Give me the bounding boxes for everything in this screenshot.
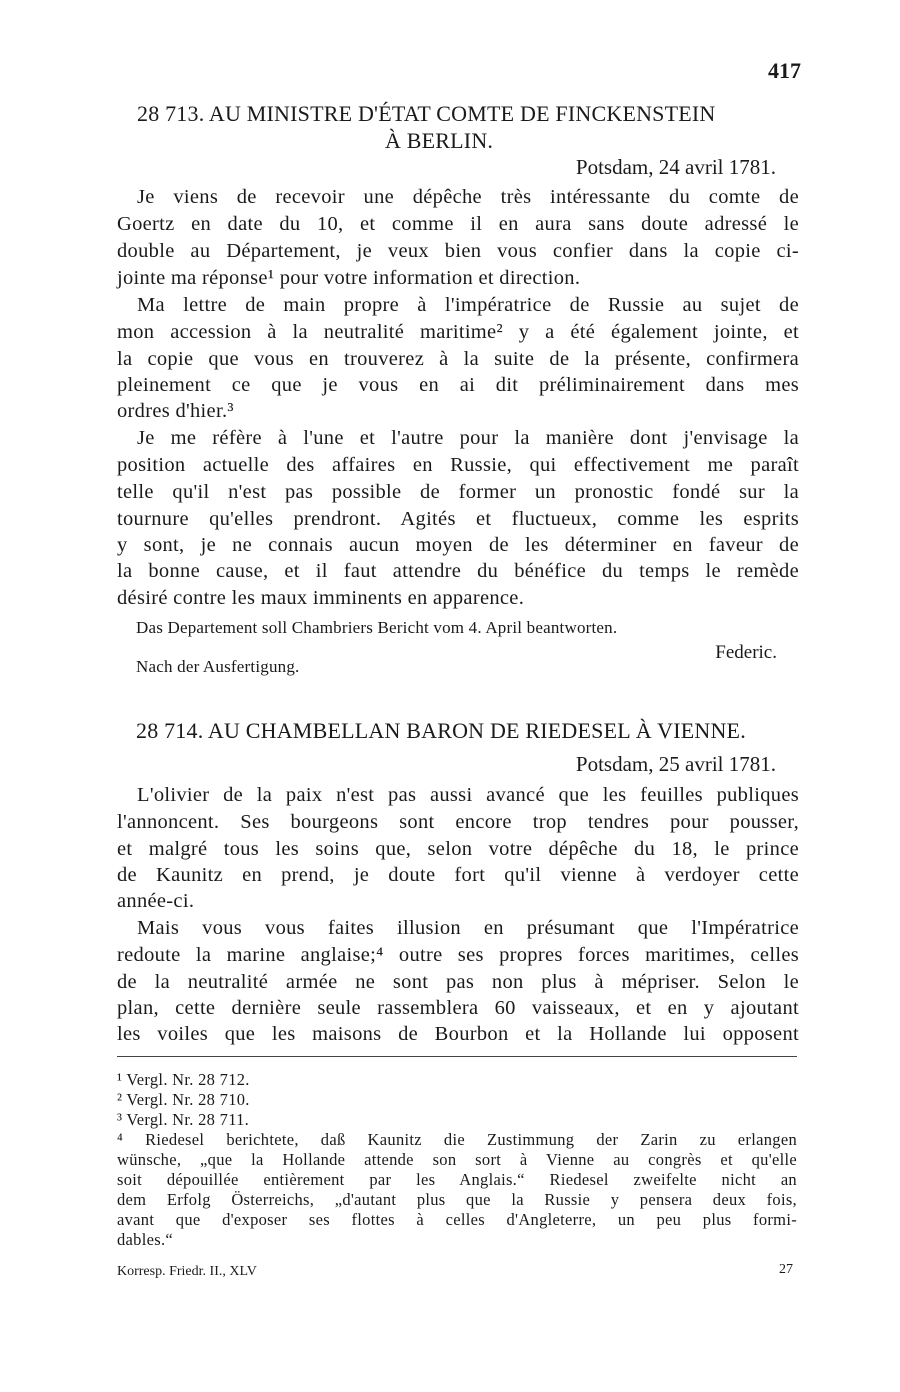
letter2-line: redoute la marine anglaise;⁴ outre ses propres forces maritimes, celles	[117, 944, 799, 966]
letter1-line: la bonne cause, et il faut attendre du bénéfice du temps le remède	[117, 560, 799, 582]
letter1-line: Goertz en date du 10, et comme il en aura sans doute adressé le	[117, 213, 799, 235]
footnote-4-line: soit dépouillée entièrement par les Anglais.“ Riedesel zweifelte nicht an	[117, 1170, 797, 1189]
letter1-line: Ma lettre de main propre à l'impératrice de Russie au sujet de	[137, 294, 799, 316]
letter2-place-date: Potsdam, 25 avril 1781.	[575, 752, 776, 776]
footnote-4-line: dables.“	[117, 1230, 174, 1249]
footnote-4-line: wünsche, „que la Hollande attende son sort à Vienne au congrès et qu'elle	[117, 1150, 797, 1169]
letter1-line: position actuelle des affaires en Russie, qui effectivement me paraît	[117, 454, 799, 476]
footnote-4-line: ⁴ Riedesel berichtete, daß Kaunitz die Zustimmung der Zarin zu erlangen	[117, 1130, 797, 1149]
letter1-source: Nach der Ausfertigung.	[136, 657, 300, 676]
letter2-line: l'annoncent. Ses bourgeons sont encore trop tendres pour pousser,	[117, 811, 799, 833]
letter1-line: Je me réfère à l'une et l'autre pour la manière dont j'envisage la	[137, 427, 799, 449]
footnote-4-line: avant que d'exposer ses flottes à celles d'Angleterre, un peu plus formi-	[117, 1210, 797, 1229]
letter1-line: jointe ma réponse¹ pour votre information et direction.	[117, 267, 581, 289]
letter1-signature: Federic.	[715, 642, 777, 663]
footnote-3: ³ Vergl. Nr. 28 711.	[117, 1110, 250, 1129]
letter1-line: tournure qu'elles prendront. Agités et fluctueux, comme les esprits	[117, 508, 799, 530]
footnote-1: ¹ Vergl. Nr. 28 712.	[117, 1070, 250, 1089]
letter2-line: les voiles que les maisons de Bourbon et la Hollande lui opposent	[117, 1023, 799, 1045]
footnote-4-line: dem Erfolg Österreichs, „d'autant plus que la Russie y pensera deux fois,	[117, 1190, 797, 1209]
footer-source: Korresp. Friedr. II., XLV	[117, 1264, 257, 1279]
letter2-line: L'olivier de la paix n'est pas aussi avancé que les feuilles publiques	[137, 784, 799, 806]
page-number: 417	[768, 58, 801, 83]
letter1-heading-line2: À BERLIN.	[385, 128, 494, 153]
letter2-line: de la neutralité armée ne sont pas non plus à mépriser. Selon le	[117, 971, 799, 993]
letter1-line: Je viens de recevoir une dépêche très intéressante du comte de	[137, 186, 799, 208]
footnote-2: ² Vergl. Nr. 28 710.	[117, 1090, 250, 1109]
letter2-line: Mais vous vous faites illusion en présumant que l'Impératrice	[137, 917, 799, 939]
letter1-note: Das Departement soll Chambriers Bericht vom 4. April beantworten.	[136, 618, 618, 637]
letter1-line: pleinement ce que je vous en ai dit préliminairement dans mes	[117, 374, 799, 396]
letter2-line: et malgré tous les soins que, selon votre dépêche du 18, le prince	[117, 838, 799, 860]
letter1-line: ordres d'hier.³	[117, 400, 234, 422]
footnote-divider	[117, 1056, 797, 1057]
letter2-heading: 28 714. AU CHAMBELLAN BARON DE RIEDESEL À VIENNE.	[136, 718, 746, 743]
footer-signature-mark: 27	[779, 1262, 793, 1277]
letter1-line: mon accession à la neutralité maritime² y a été également jointe, et	[117, 321, 799, 343]
letter1-line: désiré contre les maux imminents en apparence.	[117, 587, 525, 609]
letter2-line: de Kaunitz en prend, je doute fort qu'il vienne à verdoyer cette	[117, 864, 799, 886]
letter2-line: plan, cette dernière seule rassemblera 60 vaisseaux, et en y ajoutant	[117, 997, 799, 1019]
letter2-line: année-ci.	[117, 890, 195, 912]
letter1-heading-line1: 28 713. AU MINISTRE D'ÉTAT COMTE DE FINCKENSTEIN	[137, 101, 716, 126]
letter1-line: la copie que vous en trouverez à la suite de la présente, confirmera	[117, 348, 799, 370]
letter1-line: y sont, je ne connais aucun moyen de les déterminer en faveur de	[117, 534, 799, 556]
letter1-line: double au Département, je veux bien vous confier dans la copie ci-	[117, 240, 799, 262]
letter1-line: telle qu'il n'est pas possible de former un pronostic fondé sur la	[117, 481, 799, 503]
letter1-place-date: Potsdam, 24 avril 1781.	[575, 155, 776, 179]
